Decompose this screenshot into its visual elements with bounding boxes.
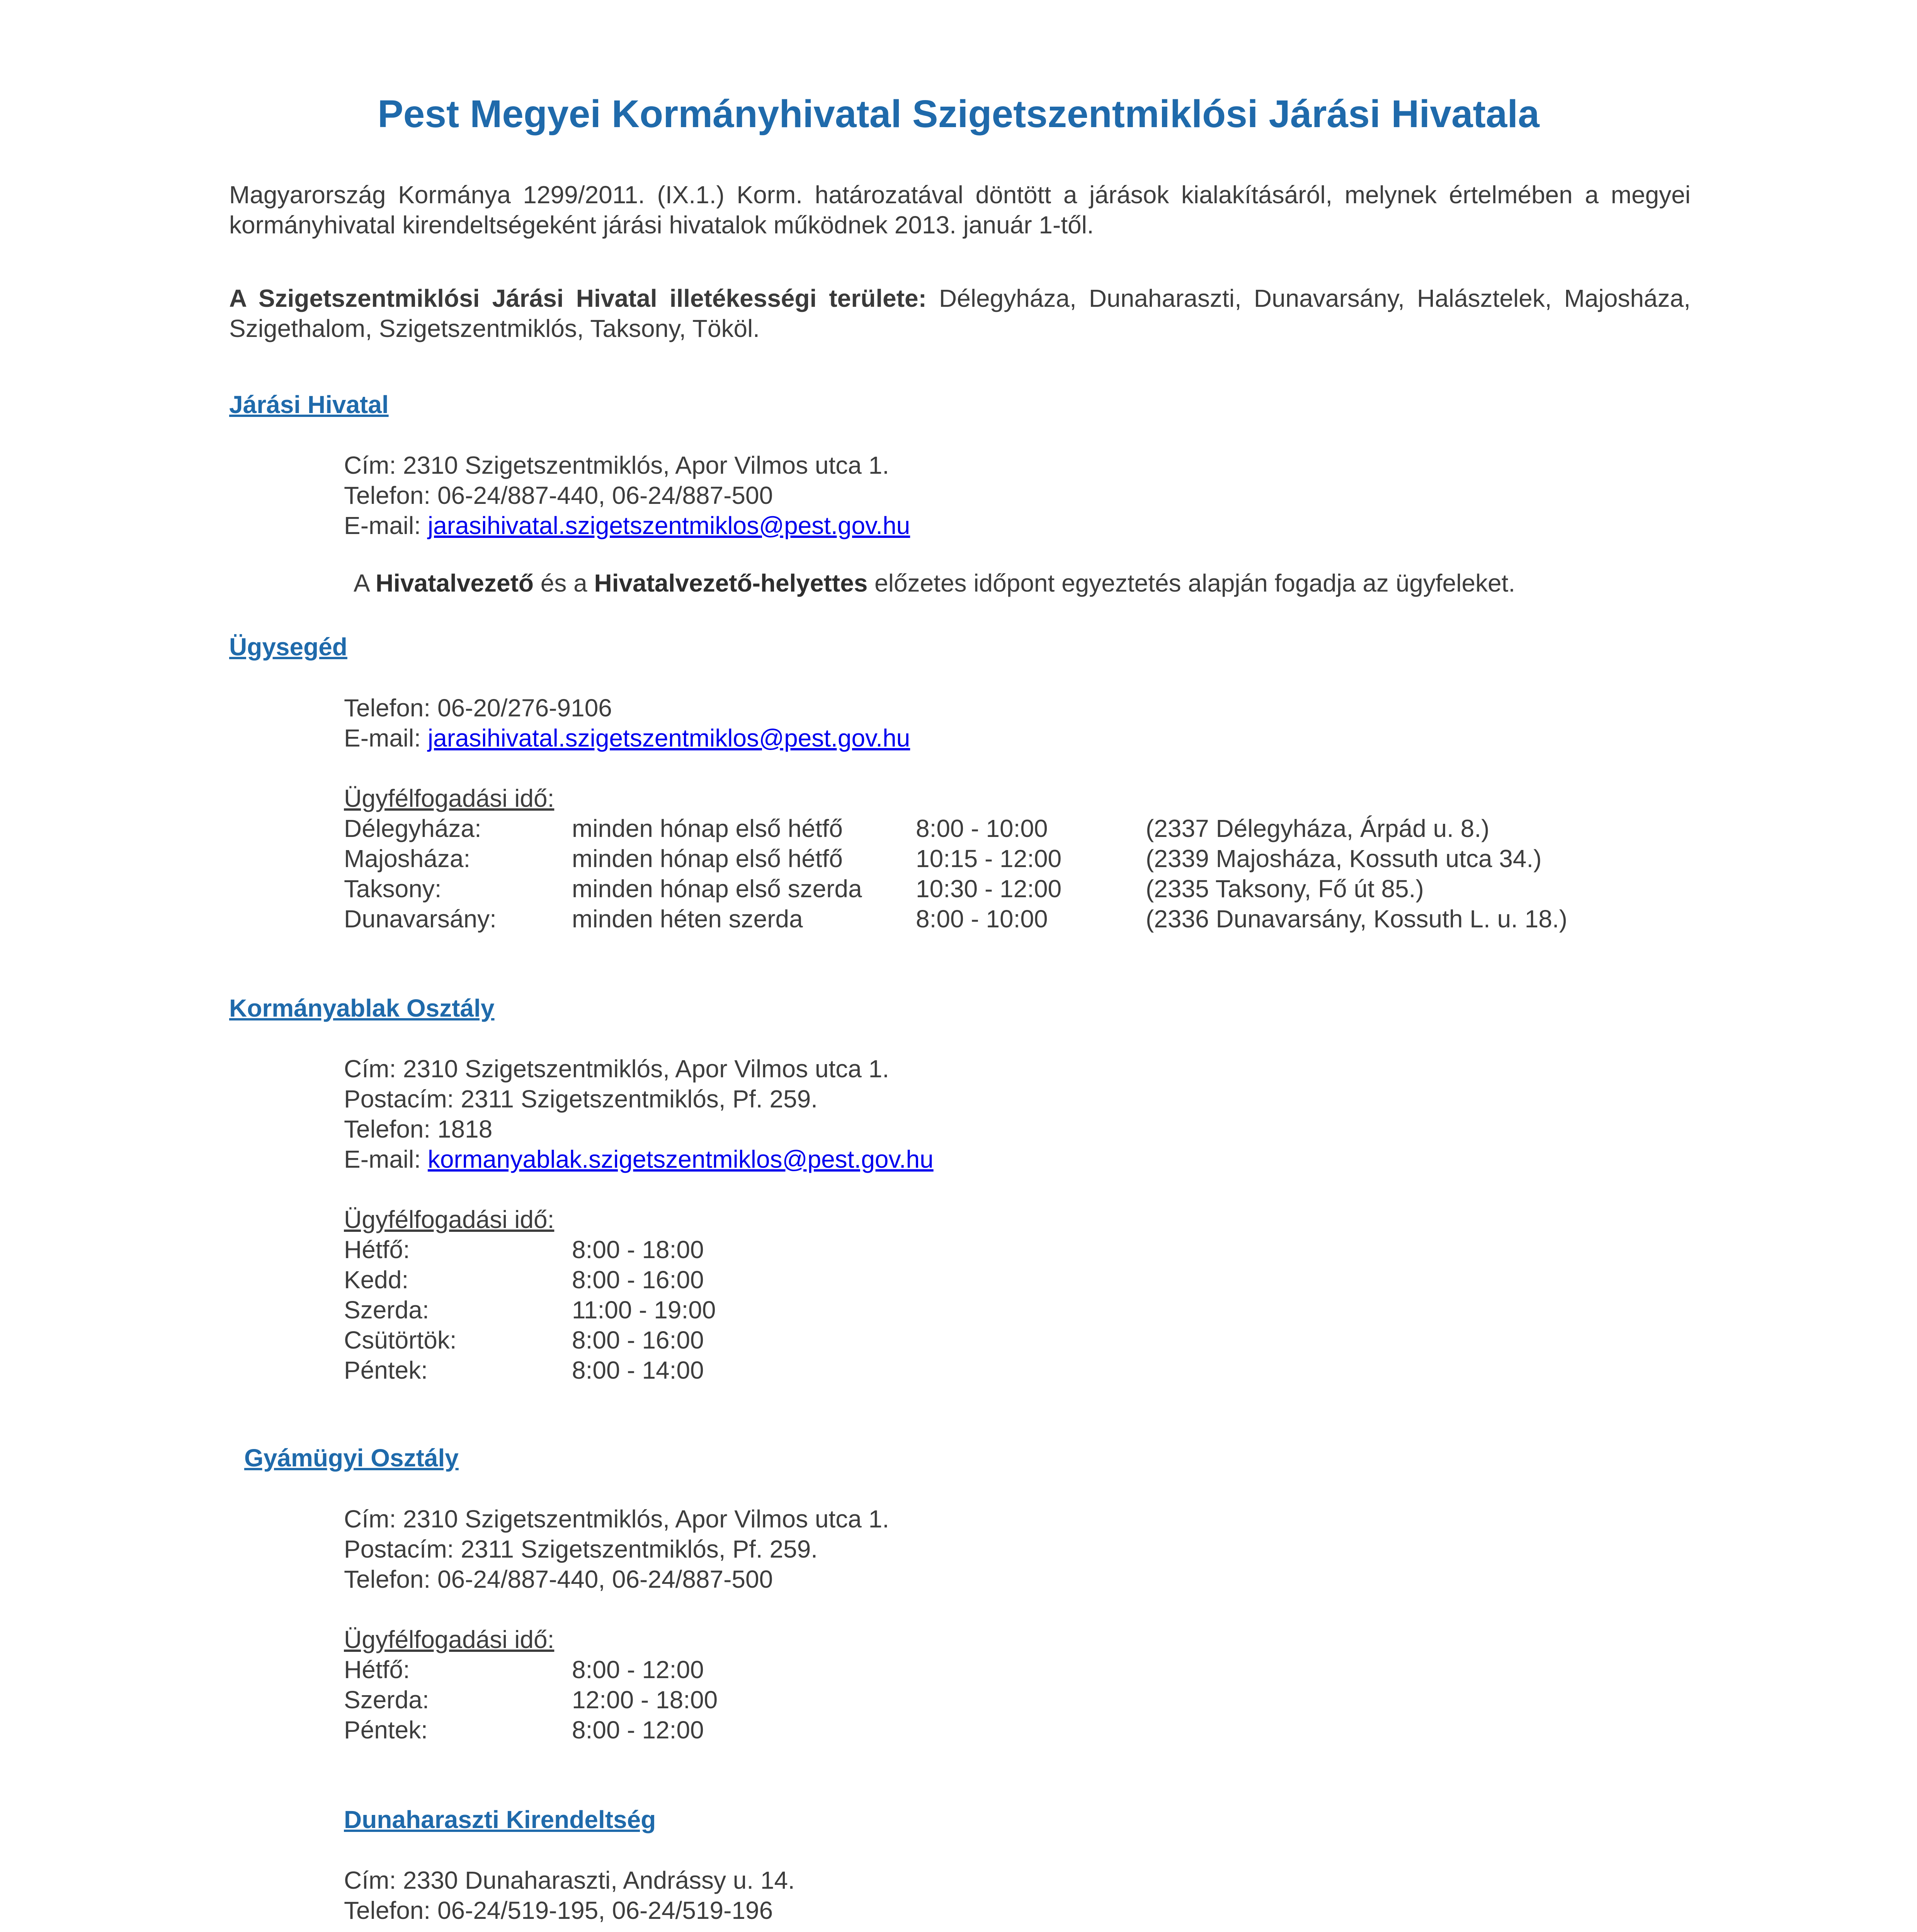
time: 10:15 - 12:00 [916,845,1062,872]
day: Péntek: [344,1356,428,1384]
day: Kedd: [344,1266,409,1294]
email-line [344,1144,1658,1174]
email-line [344,510,1658,541]
time: 11:00 - 19:00 [572,1296,716,1324]
note-bold-deputy: Hivatalvezető-helyettes [594,569,868,597]
hours-row [344,904,1735,934]
phone: Telefon: 06-24/887-440, 06-24/887-500 [344,481,773,509]
hours-row [344,844,1735,874]
place: Dunavarsány: [344,905,497,933]
jarasi-hivatal-contact [344,450,1658,541]
time: 12:00 - 18:00 [572,1686,718,1714]
schedule: minden hónap első hétfő [572,845,843,872]
schedule: minden hónap első szerda [572,875,862,903]
email-link[interactable]: jarasihivatal.szigetszentmiklos@pest.gov.hu [427,724,910,752]
note-text: előzetes időpont egyeztetés alapján fogadja az ügyfeleket. [867,569,1516,597]
section-heading-kormanyablak[interactable]: Kormányablak Osztály [229,994,495,1022]
time: 8:00 - 12:00 [572,1656,704,1684]
location: (2339 Majosháza, Kossuth utca 34.) [1146,845,1542,872]
hours-row [344,1325,1658,1355]
hours-row [344,1355,1658,1385]
section-heading-dunaharaszti[interactable]: Dunaharaszti Kirendeltség [344,1806,656,1833]
day: Péntek: [344,1716,428,1744]
email-link[interactable]: jarasihivatal.szigetszentmiklos@pest.gov.hu [427,512,910,539]
time: 8:00 - 16:00 [572,1266,704,1294]
hours-row [344,813,1735,844]
location: (2337 Délegyháza, Árpád u. 8.) [1146,815,1490,842]
note-text: és a [534,569,594,597]
hours-row [344,1685,1658,1715]
place: Délegyháza: [344,815,481,842]
kormanyablak-contact [344,1054,1658,1385]
address: Cím: 2310 Szigetszentmiklós, Apor Vilmos utca 1. [344,1505,889,1533]
time: 8:00 - 18:00 [572,1236,704,1264]
address: Cím: 2330 Dunaharaszti, Andrássy u. 14. [344,1866,795,1894]
day: Hétfő: [344,1656,410,1684]
email-link[interactable]: kormanyablak.szigetszentmiklos@pest.gov.hu [427,1145,934,1173]
email-label: E-mail: [344,512,428,539]
hours-label: Ügyfélfogadási idő: [344,784,555,812]
postal-address: Postacím: 2311 Szigetszentmiklós, Pf. 259. [344,1085,818,1113]
address: Cím: 2310 Szigetszentmiklós, Apor Vilmos utca 1. [344,1055,889,1083]
place: Taksony: [344,875,442,903]
hours-label: Ügyfélfogadási idő: [344,1206,555,1233]
time: 10:30 - 12:00 [916,875,1062,903]
day: Szerda: [344,1686,429,1714]
spacer [344,1925,1658,1932]
ugysegéd-contact [344,693,1735,934]
intro-paragraph: Magyarország Kormánya 1299/2011. (IX.1.) Korm. határozatával döntött a járások kialakításáról, melynek értelmében a megyei kormányhivatal kirendeltségeként járási hivatalok működnek 2013. január 1-től. [229,181,1691,239]
time: 8:00 - 14:00 [572,1356,704,1384]
schedule: minden héten szerda [572,905,803,933]
reception-note [354,568,1515,598]
gyamugyi-contact [344,1504,1658,1745]
hours-label: Ügyfélfogadási idő: [344,1626,555,1653]
location: (2336 Dunavarsány, Kossuth L. u. 18.) [1146,905,1567,933]
dunaharaszti-contact [344,1865,1658,1932]
jurisdiction-towns: Délegyháza, Dunaharaszti, Dunavarsány, Halásztelek, Majosháza, Szigethalom, Szigetszentmiklós, Taksony, Tököl. [229,284,1691,342]
address: Cím: 2310 Szigetszentmiklós, Apor Vilmos utca 1. [344,451,889,479]
email-line [344,723,1735,753]
postal-address: Postacím: 2311 Szigetszentmiklós, Pf. 259. [344,1535,818,1563]
time: 8:00 - 12:00 [572,1716,704,1744]
spacer [344,1174,1658,1204]
spacer [344,1594,1658,1624]
day: Szerda: [344,1296,429,1324]
time: 8:00 - 16:00 [572,1326,704,1354]
day: Csütörtök: [344,1326,457,1354]
hours-row [344,1715,1658,1745]
phone: Telefon: 06-20/276-9106 [344,694,612,722]
phone: Telefon: 1818 [344,1115,493,1143]
place: Majosháza: [344,845,471,872]
note-bold-head: Hivatalvezető [375,569,534,597]
day: Hétfő: [344,1236,410,1264]
jurisdiction-paragraph [229,283,1691,344]
page-title: Pest Megyei Kormányhivatal Szigetszentmiklósi Járási Hivatala [378,92,1539,136]
schedule: minden hónap első hétfő [572,815,843,842]
phone: Telefon: 06-24/887-440, 06-24/887-500 [344,1565,773,1593]
hours-row [344,1295,1658,1325]
section-heading-gyamugyi[interactable]: Gyámügyi Osztály [244,1444,459,1472]
time: 8:00 - 10:00 [916,905,1048,933]
phone: Telefon: 06-24/519-195, 06-24/519-196 [344,1896,773,1924]
time: 8:00 - 10:00 [916,815,1048,842]
email-label: E-mail: [344,724,428,752]
hours-row [344,1265,1658,1295]
section-heading-jarasi-hivatal[interactable]: Járási Hivatal [229,391,389,418]
hours-row [344,874,1735,904]
hours-row [344,1655,1658,1685]
spacer [344,753,1735,783]
email-label: E-mail: [344,1145,428,1173]
section-heading-ugysegéd[interactable]: Ügysegéd [229,633,347,661]
hours-row [344,1235,1658,1265]
location: (2335 Taksony, Fő út 85.) [1146,875,1424,903]
jurisdiction-label: A Szigetszentmiklósi Járási Hivatal illetékességi területe: [229,284,927,312]
note-text: A [354,569,376,597]
